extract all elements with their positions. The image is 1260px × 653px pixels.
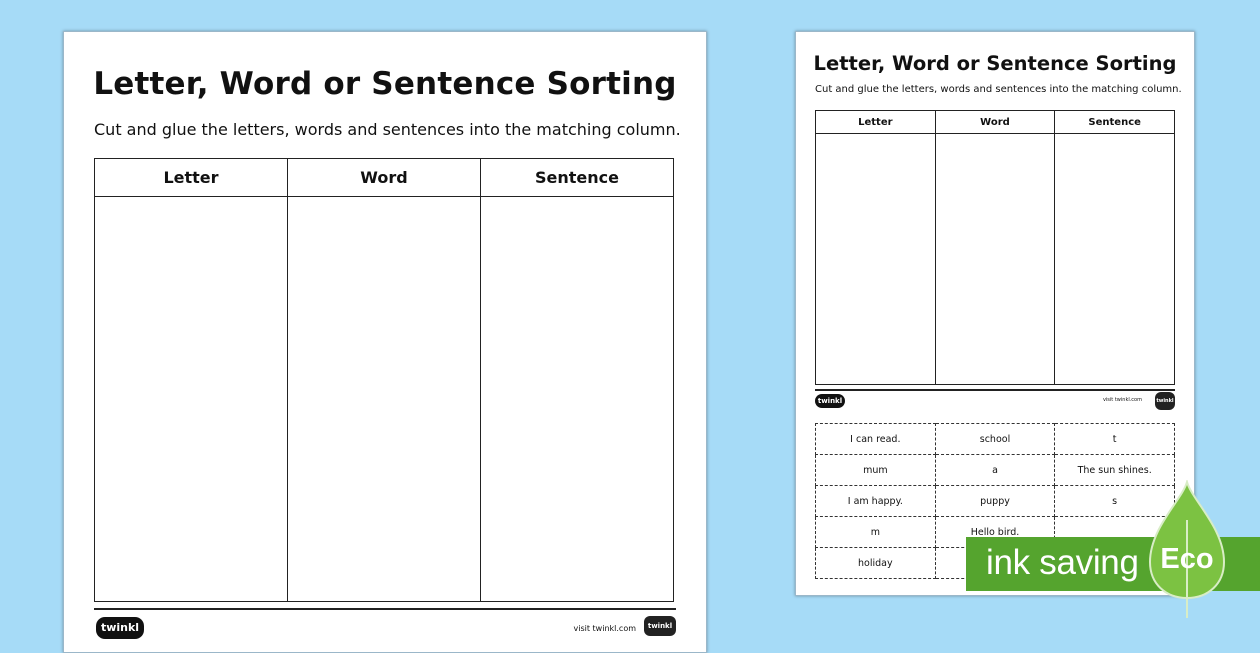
- preview-sorting-table: [815, 110, 1175, 385]
- column-header-sentence: Sentence: [481, 159, 674, 197]
- twinkl-logo: twinkl: [96, 617, 144, 639]
- preview-twinkl-logo: twinkl: [815, 394, 845, 408]
- preview-header-sentence: Sentence: [1055, 111, 1175, 134]
- worksheet-title: Letter, Word or Sentence Sorting: [93, 66, 677, 102]
- column-header-word: Word: [288, 159, 481, 197]
- preview-column-letter: [816, 134, 936, 385]
- preview-header-word: Word: [935, 111, 1055, 134]
- column-header-letter: Letter: [95, 159, 288, 197]
- card: Hello bird.: [935, 517, 1055, 548]
- card: I am happy.: [816, 486, 936, 517]
- twinkl-badge-icon: twinkl: [644, 616, 676, 636]
- card: s: [1055, 486, 1175, 517]
- preview-title: Letter, Word or Sentence Sorting: [813, 52, 1177, 75]
- worksheet-large: [63, 31, 707, 653]
- preview-badge-icon: twinkl: [1155, 392, 1175, 410]
- card: The sun shines.: [1055, 455, 1175, 486]
- ink-saving-text: ink saving: [986, 543, 1139, 582]
- column-word: [288, 197, 481, 602]
- preview-instructions: Cut and glue the letters, words and sentences into the matching column.: [815, 84, 1182, 95]
- eco-label: Eco: [1160, 543, 1214, 575]
- card: holiday: [816, 548, 936, 579]
- column-sentence: [481, 197, 674, 602]
- card: t: [1055, 424, 1175, 455]
- visit-link-text: visit twinkl.com: [573, 624, 636, 633]
- preview-footer-divider: [815, 389, 1175, 391]
- footer-divider: [94, 608, 676, 610]
- worksheet-preview: [795, 31, 1195, 596]
- card: puppy: [935, 486, 1055, 517]
- preview-visit-text: visit twinkl.com: [1102, 397, 1142, 403]
- preview-column-sentence: [1055, 134, 1175, 385]
- card: I can read.: [816, 424, 936, 455]
- worksheet-instructions: Cut and glue the letters, words and sentences into the matching column.: [94, 120, 681, 139]
- card: m: [816, 517, 936, 548]
- card: a: [935, 455, 1055, 486]
- column-letter: [95, 197, 288, 602]
- preview-column-word: [935, 134, 1055, 385]
- sorting-table: [94, 158, 674, 602]
- card: mum: [816, 455, 936, 486]
- card: school: [935, 424, 1055, 455]
- preview-header-letter: Letter: [816, 111, 936, 134]
